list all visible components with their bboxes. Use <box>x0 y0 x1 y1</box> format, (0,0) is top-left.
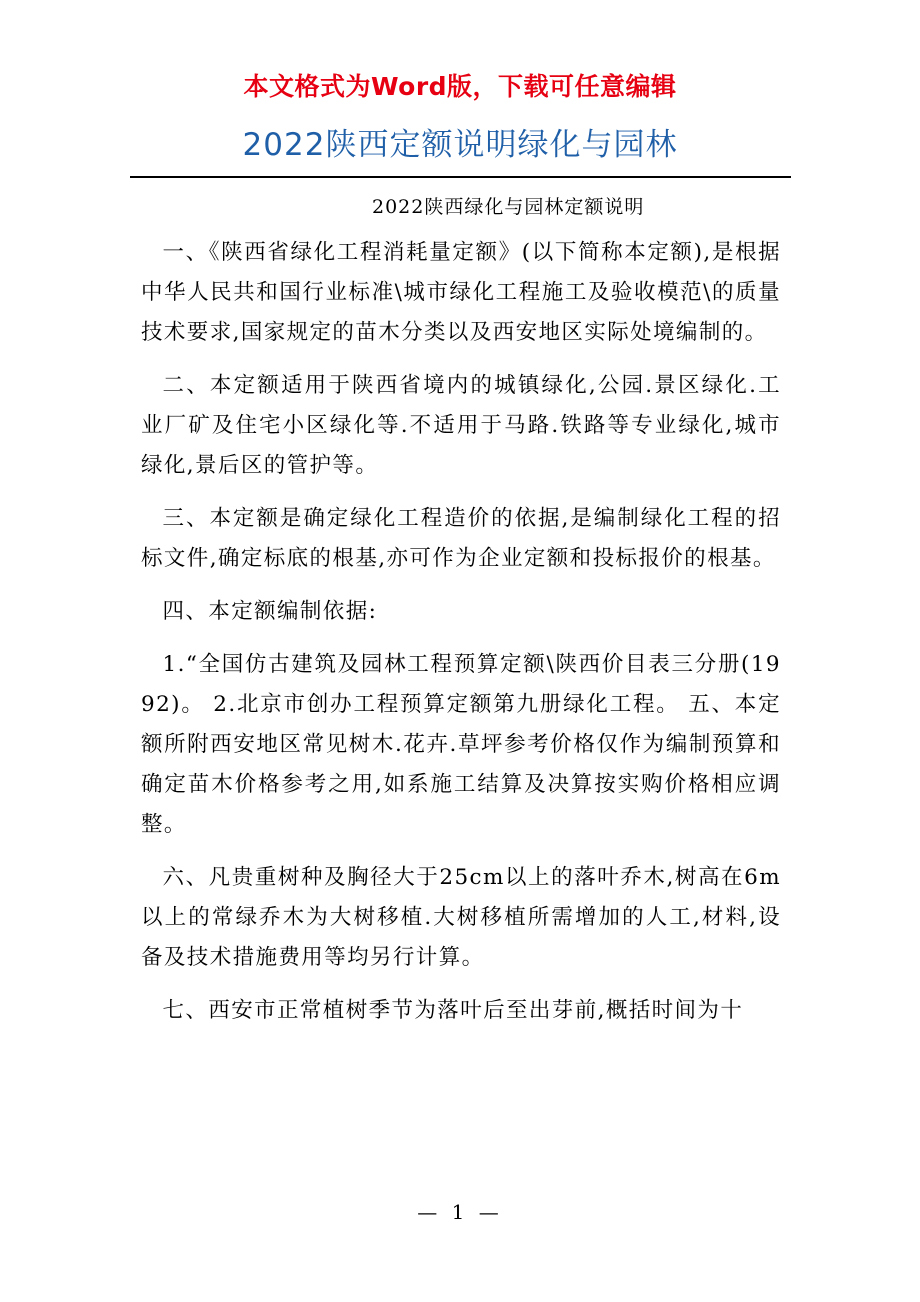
paragraph-3: 三、本定额是确定绿化工程造价的依据,是编制绿化工程的招标文件,确定标底的根基,亦可作为企业定额和投标报价的根基。 <box>141 506 781 571</box>
title-divider <box>130 176 791 178</box>
document-title: 2022陕西定额说明绿化与园林 <box>242 127 678 163</box>
paragraph-2: 二、本定额适用于陕西省境内的城镇绿化,公园.景区绿化.工业厂矿及住宅小区绿化等.不适用于马路.铁路等专业绿化,城市绿化,景后区的管护等。 <box>141 373 781 478</box>
paragraph-1: 一、《陕西省绿化工程消耗量定额》(以下简称本定额),是根据中华人民共和国行业标准\城市绿化工程施工及验收模范\的质量技术要求,国家规定的苗木分类以及西安地区实际处境编制的。 <box>141 240 781 345</box>
paragraph-6: 六、凡贵重树种及胸径大于25cm以上的落叶乔木,树高在6m以上的常绿乔木为大树移植.大树移植所需增加的人工,材料,设备及技术措施费用等均另行计算。 <box>141 865 781 970</box>
paragraph-7: 七、西安市正常植树季节为落叶后至出芽前,概括时间为十 <box>162 998 744 1023</box>
document-body <box>141 233 781 1044</box>
page-number: — 1 — <box>417 1200 503 1224</box>
paragraph-4: 四、本定额编制依据: <box>162 599 378 624</box>
format-notice: 本文格式为Word版，下载可任意编辑 <box>243 72 677 101</box>
paragraph-5: 1.“全国仿古建筑及园林工程预算定额\陕西价目表三分册(1992)。 2.北京市创办工程预算定额第九册绿化工程。 五、本定额所附西安地区常见树木.花卉.草坪参考价格仅作为编制预算和确定苗木价格参考之用,如系施工结算及决算按实购价格相应调整。 <box>141 652 781 837</box>
document-subtitle: 2022陕西绿化与园林定额说明 <box>372 196 645 218</box>
